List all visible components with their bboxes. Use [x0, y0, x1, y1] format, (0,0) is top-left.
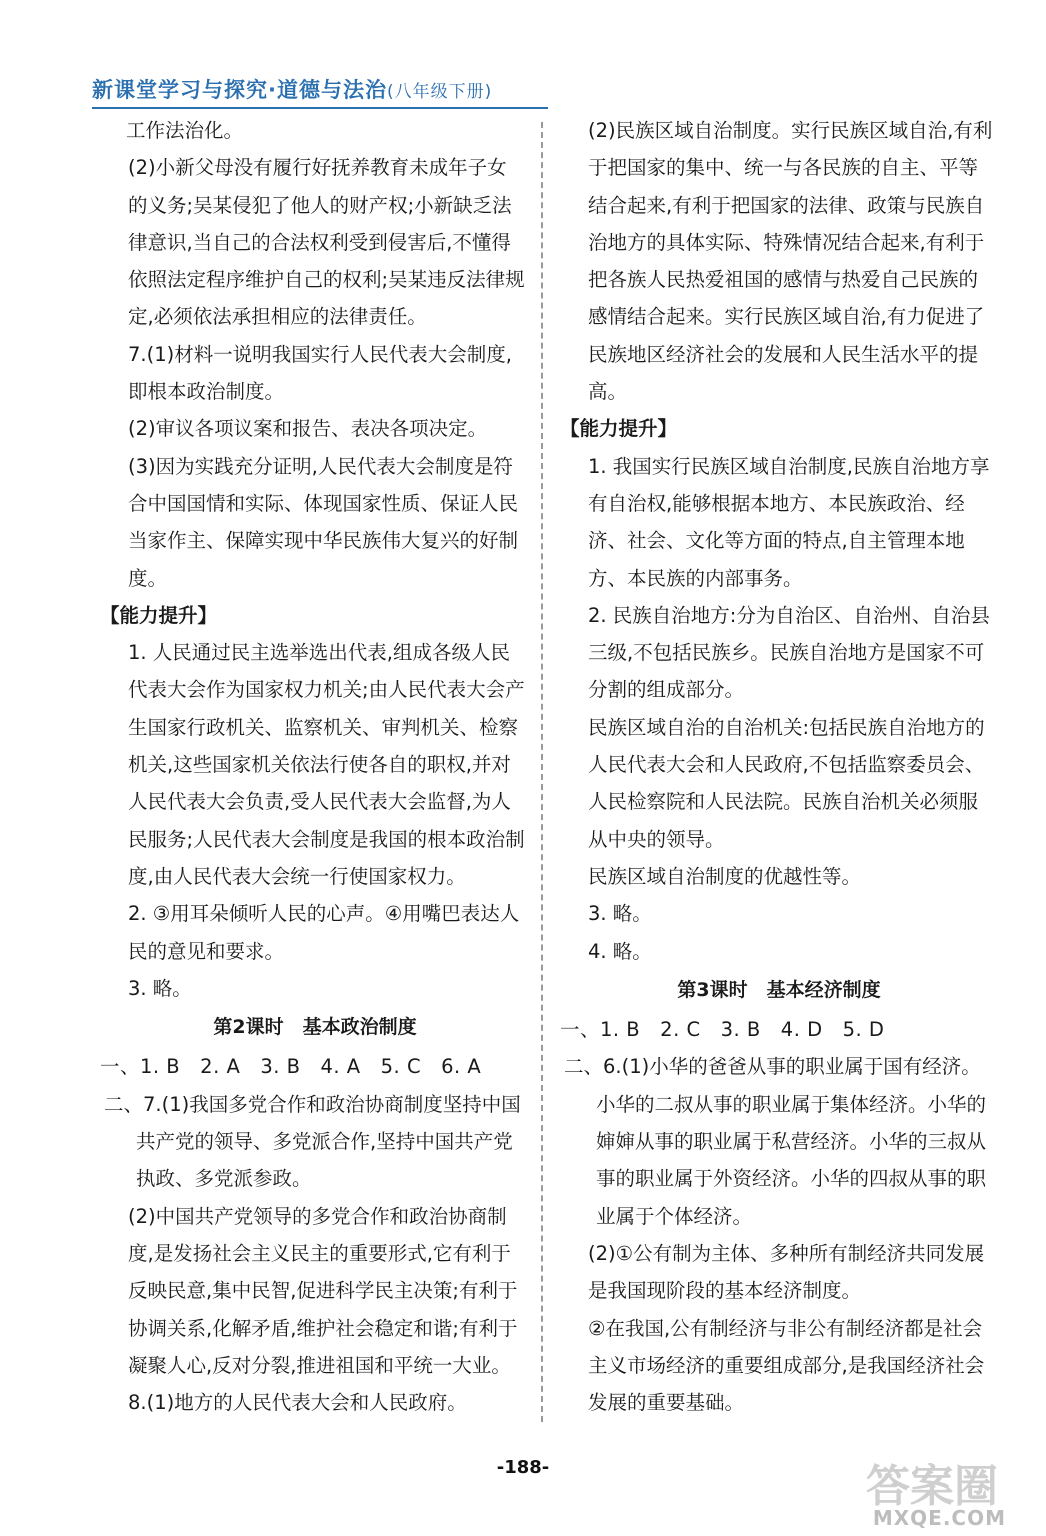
section-heading: 【能力提升】	[100, 603, 218, 627]
answer-paragraph: 二、6.(1)小华的爸爸从事的职业属于国有经济。小华的二叔从事的职业属于集体经济。小华的婶婶从事的职业属于私营经济。小华的三叔从事的职业属于外资经济。小华的四叔从事的职业属于个体经济。	[564, 1055, 987, 1228]
answer-paragraph: 1. 人民通过民主选举选出代表,组成各级人民代表大会作为国家权力机关;由人民代表大会产生国家行政机关、监察机关、审判机关、检察机关,这些国家机关依法行使各自的职权,并对人民代表大会负责,受人民代表大会监督,为人民服务;人民代表大会制度是我国的根本政治制度,由人民代表大会统一行使国家权力。	[128, 641, 525, 888]
watermark-text: 答案圈	[866, 1461, 998, 1512]
book-subtitle: (八年级下册)	[386, 82, 493, 102]
answer-paragraph: 2. ③用耳朵倾听人民的心声。④用嘴巴表达人民的意见和要求。	[128, 902, 520, 963]
answer-paragraph: 2. 民族自治地方:分为自治区、自治州、自治县三级,不包括民族乡。民族自治地方是国家不可分割的组成部分。	[588, 603, 990, 702]
lesson-title: 第2课时 基本政治制度	[213, 1016, 417, 1039]
answer-paragraph: ②在我国,公有制经济与非公有制经济都是社会主义市场经济的重要组成部分,是我国经济社会发展的重要基础。	[588, 1316, 985, 1415]
book-header	[92, 74, 492, 104]
answer-paragraph: 民族区域自治的自治机关:包括民族自治地方的人民代表大会和人民政府,不包括监察委员会、人民检察院和人民法院。民族自治机关必须服从中央的领导。	[588, 715, 985, 851]
answer-paragraph: 3. 略。	[128, 976, 192, 1000]
answer-paragraph: (3)因为实践充分证明,人民代表大会制度是符合中国国情和实际、体现国家性质、保证人民当家作主、保障实现中华民族伟大复兴的好制度。	[128, 454, 519, 590]
watermark-logo	[816, 1450, 1006, 1530]
answer-paragraph: 二、7.(1)我国多党合作和政治协商制度坚持中国共产党的领导、多党派合作,坚持中国共产党执政、多党派参政。	[104, 1092, 521, 1191]
watermark-url: MXQE.COM	[872, 1506, 1006, 1530]
answer-paragraph: (2)民族区域自治制度。实行民族区域自治,有利于把国家的集中、统一与各民族的自主、平等结合起来,有利于把国家的法律、政策与民族自治地方的具体实际、特殊情况结合起来,有利于把各族人民热爱祖国的感情与热爱自己民族的感情结合起来。实行民族区域自治,有力促进了民族地区经济社会的发展和人民生活水平的提高。	[588, 119, 993, 404]
left-column	[100, 112, 526, 1421]
header-rule	[92, 107, 548, 109]
answer-paragraph: 4. 略。	[588, 939, 652, 963]
column-divider	[541, 122, 543, 1422]
answer-paragraph: 3. 略。	[588, 902, 652, 926]
answer-paragraph: (2)①公有制为主体、多种所有制经济共同发展是我国现阶段的基本经济制度。	[588, 1241, 985, 1303]
right-column	[560, 112, 994, 1421]
lesson-title: 第3课时 基本经济制度	[677, 978, 881, 1001]
answer-paragraph: 8.(1)地方的人民代表大会和人民政府。	[128, 1391, 467, 1415]
answer-paragraph: (2)中国共产党领导的多党合作和政治协商制度,是发扬社会主义民主的重要形式,它有利于反映民意,集中民智,促进科学民主决策;有利于协调关系,化解矛盾,维护社会稳定和谐;有利于凝聚人心,反对分裂,推进祖国和平统一大业。	[128, 1204, 518, 1377]
multiple-choice-answers: 一、1. B 2. A 3. B 4. A 5. C 6. A	[100, 1055, 482, 1079]
answer-paragraph: 7.(1)材料一说明我国实行人民代表大会制度,即根本政治制度。	[128, 342, 512, 404]
answer-paragraph: 1. 我国实行民族区域自治制度,民族自治地方享有自治权,能够根据本地方、本民族政治、经济、社会、文化等方面的特点,自主管理本地方、本民族的内部事务。	[588, 454, 990, 590]
answer-paragraph: (2)小新父母没有履行好抚养教育未成年子女的义务;吴某侵犯了他人的财产权;小新缺乏法律意识,当自己的合法权利受到侵害后,不懂得依照法定程序维护自己的权利;吴某违反法律规定,必须依法承担相应的法律责任。	[128, 156, 525, 329]
answer-paragraph: (2)审议各项议案和报告、表决各项决定。	[128, 417, 488, 441]
page-number: -188-	[496, 1457, 550, 1478]
book-title: 新课堂学习与探究·道德与法治	[92, 78, 387, 102]
multiple-choice-answers: 一、1. B 2. C 3. B 4. D 5. D	[560, 1018, 885, 1042]
section-heading: 【能力提升】	[560, 417, 678, 441]
answer-paragraph: 工作法治化。	[126, 119, 244, 142]
answer-paragraph: 民族区域自治制度的优越性等。	[588, 864, 862, 888]
